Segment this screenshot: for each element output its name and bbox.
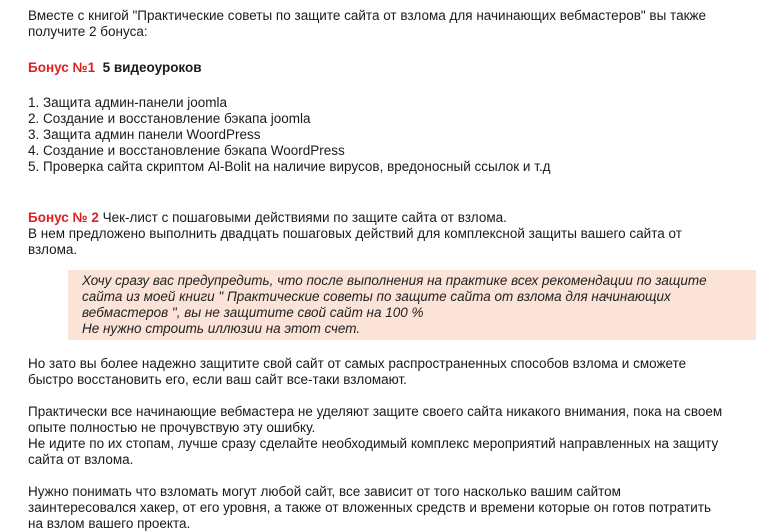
list-item: 4. Создание и восстановление бэкапа WoordPress — [28, 143, 345, 158]
list-item: 1. Защита админ-панели joomla — [28, 95, 228, 110]
paragraph-beginners — [28, 404, 768, 468]
warning-line: Не нужно строить иллюзии на этот счет. — [82, 321, 361, 336]
bonus2-section — [28, 210, 768, 258]
paragraph-line: Нужно понимать что взломать могут любой сайт, все зависит от того насколько вашим сайтом — [28, 484, 621, 499]
bonus2-text-line: В нем предложено выполнить двадцать пошаговых действий для комплексной защиты вашего сайта от — [28, 226, 682, 241]
warning-line: Хочу сразу вас предупредить, что после выполнения на практике всех рекомендации по защите — [82, 273, 707, 288]
intro-line: получите 2 бонуса: — [28, 24, 148, 39]
paragraph-line: Практически все начинающие вебмастера не уделяют защите своего сайта никакого внимания, пока на своем — [28, 404, 723, 419]
warning-line: вебмастеров ", вы не защитите свой сайт на 100 % — [82, 305, 424, 320]
intro-line: Вместе с книгой "Практические советы по защите сайта от взлома для начинающих вебмастеров" вы также — [28, 8, 707, 23]
bonus2-text: Чек-лист с пошаговыми действиями по защите сайта от взлома. — [98, 210, 507, 225]
bonus2-heading — [28, 210, 768, 226]
paragraph-line: заинтересовался хакер, от его уровня, а также от вложенных средств и времени которые он готов потратить — [28, 500, 712, 515]
bonus1-title: 5 видеоуроков — [102, 60, 202, 75]
bonus1-lesson-list — [28, 95, 768, 175]
list-item: 2. Создание и восстановление бэкапа joomla — [28, 111, 311, 126]
paragraph-line: Не идите по их стопам, лучше сразу сделайте необходимый комплекс мероприятий направленных на защиту — [28, 436, 719, 451]
bonus2-label: Бонус № 2 — [28, 210, 99, 225]
page-content — [28, 6, 768, 532]
paragraph-line: на взлом вашего проекта. — [28, 516, 191, 531]
intro-paragraph — [28, 8, 768, 40]
paragraph-line: сайта от взлома. — [28, 452, 134, 467]
paragraph-line: опыте полностью не прочувствую эту ошибку. — [28, 420, 316, 435]
list-item: 5. Проверка сайта скриптом Al-Bolit на наличие вирусов, вредоносный ссылок и т.д — [28, 159, 551, 174]
bonus2-text-line: взлома. — [28, 242, 78, 257]
paragraph-line: быстро восстановить его, если ваш сайт все-таки взломают. — [28, 372, 407, 387]
paragraph-line: Но зато вы более надежно защитите свой сайт от самых распространенных способов взлома и сможете — [28, 356, 687, 371]
warning-line: сайта из моей книги " Практические советы по защите сайта от взлома для начинающих — [82, 289, 671, 304]
paragraph-protection — [28, 356, 768, 388]
list-item: 3. Защита админ панели WoordPress — [28, 127, 261, 142]
bonus1-label: Бонус №1 — [28, 60, 96, 75]
paragraph-any-site — [28, 484, 768, 532]
warning-callout — [68, 270, 756, 340]
bonus1-heading — [28, 60, 768, 76]
